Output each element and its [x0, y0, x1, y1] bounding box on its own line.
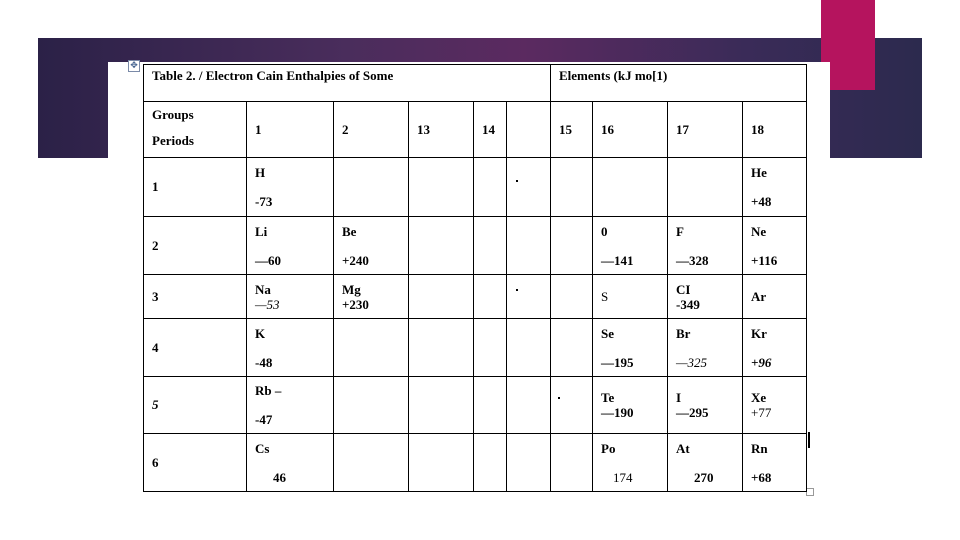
- empty-cell: [334, 319, 409, 377]
- element-value: +96: [751, 354, 772, 370]
- table-row: [144, 275, 807, 319]
- empty-cell: [474, 275, 507, 319]
- element-symbol: Na: [255, 281, 271, 297]
- empty-cell: [474, 158, 507, 217]
- table-resize-handle-icon[interactable]: [806, 488, 814, 496]
- empty-cell: [474, 377, 507, 434]
- table-row: [144, 158, 807, 217]
- element-cell: [247, 275, 334, 319]
- element-cell: [743, 217, 807, 275]
- empty-cell: [334, 377, 409, 434]
- group-header: 2: [334, 102, 409, 158]
- group-header: 13: [409, 102, 474, 158]
- element-symbol: H: [255, 165, 266, 180]
- empty-cell: [409, 217, 474, 275]
- element-symbol: S: [601, 288, 609, 304]
- empty-cell: [474, 319, 507, 377]
- element-symbol: Kr: [751, 325, 767, 341]
- element-symbol: Li: [255, 223, 268, 239]
- element-symbol: Xe: [751, 390, 767, 405]
- element-symbol: Cs: [255, 440, 270, 456]
- element-symbol: Te: [601, 390, 615, 405]
- element-value: -73: [255, 194, 273, 209]
- group-header: 17: [668, 102, 743, 158]
- blank-header: [507, 102, 551, 158]
- table-row: [144, 377, 807, 434]
- corner-header: [144, 102, 247, 158]
- element-value: +77: [751, 405, 772, 420]
- element-cell: [247, 217, 334, 275]
- element-symbol: Rn: [751, 440, 768, 456]
- element-symbol: Po: [601, 440, 616, 456]
- corner-groups-label: Groups: [152, 107, 194, 122]
- empty-cell: [507, 377, 551, 434]
- electron-gain-enthalpy-table: [143, 64, 807, 492]
- empty-cell: [551, 217, 593, 275]
- empty-cell: [551, 158, 593, 217]
- element-value: —60: [255, 252, 281, 268]
- element-symbol: Br: [676, 325, 691, 341]
- element-cell: [247, 158, 334, 217]
- group-header: 15: [551, 102, 593, 158]
- empty-cell: [551, 377, 593, 434]
- element-value: 46: [273, 469, 286, 485]
- empty-cell: [551, 434, 593, 492]
- element-value: -48: [255, 354, 273, 370]
- element-cell: [593, 377, 668, 434]
- element-cell: [593, 275, 668, 319]
- empty-cell: [334, 158, 409, 217]
- empty-cell: [409, 434, 474, 492]
- table-row: [144, 434, 807, 492]
- group-header: 18: [743, 102, 807, 158]
- empty-cell: [409, 158, 474, 217]
- element-symbol: 0: [601, 223, 608, 239]
- element-value: +116: [751, 252, 778, 268]
- element-value: +230: [342, 296, 369, 312]
- element-value: —195: [601, 354, 634, 370]
- element-symbol: I: [676, 390, 682, 405]
- element-cell: [593, 217, 668, 275]
- empty-cell: [334, 434, 409, 492]
- element-cell: [743, 377, 807, 434]
- element-symbol: Rb –: [255, 383, 282, 398]
- element-cell: [593, 434, 668, 492]
- table-move-handle-icon[interactable]: ✥: [128, 60, 140, 72]
- element-symbol: K: [255, 325, 266, 341]
- empty-cell: [593, 158, 668, 217]
- empty-cell: [668, 158, 743, 217]
- period-label: 6: [144, 434, 247, 492]
- empty-cell: [409, 319, 474, 377]
- element-symbol: He: [751, 165, 767, 180]
- element-cell: [668, 319, 743, 377]
- element-cell: [247, 319, 334, 377]
- element-cell: [743, 434, 807, 492]
- empty-cell: [474, 217, 507, 275]
- table-row: [144, 217, 807, 275]
- period-label: 2: [144, 217, 247, 275]
- element-symbol: Ar: [751, 288, 767, 304]
- element-symbol: Be: [342, 223, 357, 239]
- element-symbol: Se: [601, 325, 614, 341]
- empty-cell: [507, 217, 551, 275]
- element-cell: [334, 275, 409, 319]
- element-cell: [743, 319, 807, 377]
- empty-cell: [551, 275, 593, 319]
- element-symbol: F: [676, 223, 684, 239]
- group-header: 1: [247, 102, 334, 158]
- empty-cell: [551, 319, 593, 377]
- table-title-left: Table 2. / Electron Cain Enthalpies of Some: [144, 65, 507, 102]
- element-value: +48: [751, 194, 772, 209]
- empty-cell: [409, 377, 474, 434]
- text-cursor: [808, 432, 810, 448]
- element-cell: [247, 377, 334, 434]
- table-row: [144, 319, 807, 377]
- element-cell: [668, 434, 743, 492]
- group-header: 14: [474, 102, 507, 158]
- table-title-right: Elements (kJ mo[1): [551, 65, 807, 102]
- period-label: 1: [144, 158, 247, 217]
- empty-cell: [474, 434, 507, 492]
- group-header: 16: [593, 102, 668, 158]
- empty-cell: [507, 434, 551, 492]
- element-symbol: CI: [676, 281, 691, 297]
- element-cell: [668, 217, 743, 275]
- title-gap-cell: [507, 65, 551, 102]
- element-cell: [668, 377, 743, 434]
- element-symbol: Ne: [751, 223, 767, 239]
- period-label: 5: [144, 377, 247, 434]
- element-cell: [743, 158, 807, 217]
- element-value: 270: [694, 469, 714, 485]
- element-symbol: Mg: [342, 281, 361, 297]
- element-value: —190: [601, 405, 634, 420]
- element-cell: [247, 434, 334, 492]
- element-value: —141: [601, 252, 634, 268]
- element-value: 174: [613, 469, 633, 485]
- element-value: +240: [342, 252, 369, 268]
- element-cell: [334, 217, 409, 275]
- period-label: 3: [144, 275, 247, 319]
- empty-cell: [409, 275, 474, 319]
- element-cell: [668, 275, 743, 319]
- element-value: —328: [676, 252, 709, 268]
- element-value: —295: [676, 405, 709, 420]
- element-value: —53: [255, 296, 280, 312]
- empty-cell: [507, 158, 551, 217]
- element-cell: [743, 275, 807, 319]
- empty-cell: [507, 319, 551, 377]
- period-label: 4: [144, 319, 247, 377]
- element-value: -47: [255, 412, 273, 427]
- element-cell: [593, 319, 668, 377]
- element-value: +68: [751, 469, 772, 485]
- empty-cell: [507, 275, 551, 319]
- element-value: -349: [676, 296, 700, 312]
- element-symbol: At: [676, 440, 690, 456]
- element-value: —325: [676, 354, 708, 370]
- corner-periods-label: Periods: [152, 133, 194, 148]
